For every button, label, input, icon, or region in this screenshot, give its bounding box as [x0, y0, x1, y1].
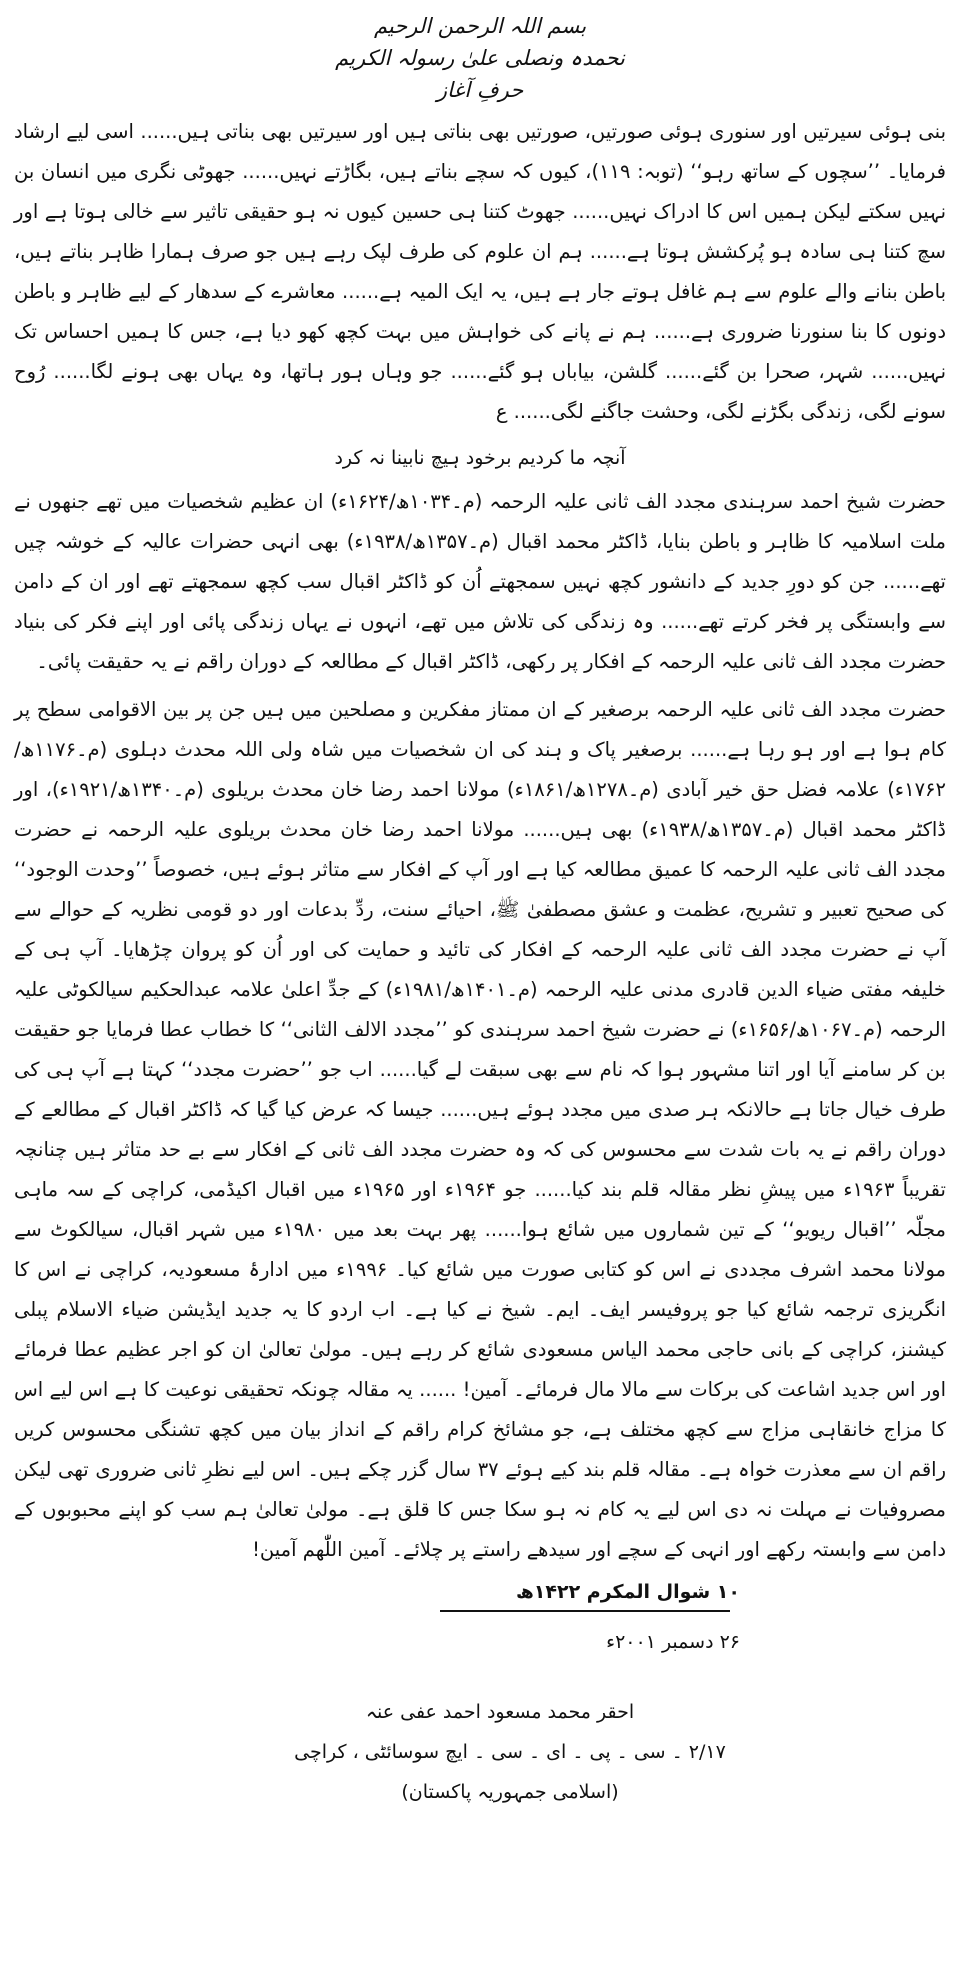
hijri-date: ۱۰ شوال المکرم ۱۴۲۲ھ	[515, 1581, 740, 1603]
paragraph-1: بنی ہوئی سیرتیں اور سنوری ہوئی صورتیں، صورتیں بھی بناتی ہیں اور سیرتیں بھی بناتی ہیں...... اسی لیے ارشاد فرمایا۔ ’’سچوں کے ساتھ رہو‘‘ (توبہ: ۱۱۹)، کیوں کہ سچے بناتے ہیں، بگاڑتے نہیں...... جھوٹی نگری میں انسان بن نہیں سکتے لیکن ہمیں اس کا ادراک نہیں...... جھوٹ کتنا ہی حسین کیوں نہ ہو حقیقی تاثیر سے خالی ہوتا ہے اور سچ کتنا ہی سادہ ہو پُرکشش ہوتا ہے...... ہم ان علوم کی طرف لپک رہے ہیں جو صرف ہمارا ظاہر بناتے ہیں، باطن بنانے والے علوم سے ہم غافل ہوتے جار ہے ہیں، یہ ایک المیہ ہے...... معاشرے کے سدھار کے لیے ظاہر و باطن دونوں کا بنا سنورنا ضروری ہے...... ہم نے پانے کی خواہش میں بہت کچھ کھو دیا ہے، جس کا ہمیں احساس تک نہیں...... شہر، صحرا بن گئے...... گلشن، بیاباں ہو گئے...... جو وہاں ہور ہاتھا، وہ یہاں بھی ہونے لگا...... رُوح سونے لگی، زندگی بگڑنے لگی، وحشت جاگنے لگی...... ع	[14, 120, 946, 423]
page-title: حرفِ آغاز	[436, 78, 524, 102]
persian-quote: آنچہ ما کردیم برخود ہیچ نابینا نہ کرد	[334, 447, 626, 469]
date-underline-wrap	[10, 1610, 950, 1612]
author-country: (اسلامی جمہوریہ پاکستان)	[401, 1781, 619, 1803]
author-address: ۲/۱۷ ۔ سی ۔ پی ۔ ای ۔ سی ۔ ایچ سوسائٹی ، کراچی	[294, 1741, 726, 1763]
bismillah: بسم اللہ الرحمن الرحیم	[373, 14, 587, 38]
signature-block	[10, 1692, 950, 1812]
intro-body	[14, 112, 946, 432]
date-underline	[440, 1610, 730, 1612]
salutation: نحمدہ ونصلی علیٰ رسولہ الکریم	[335, 46, 625, 70]
author-name: احقر محمد مسعود احمد عفی عنہ	[365, 1701, 635, 1723]
paragraph-3: حضرت مجدد الف ثانی علیہ الرحمہ برصغیر کے ان ممتاز مفکرین و مصلحین میں ہیں جن پر بین الاقوامی سطح پر کام ہوا ہے اور ہو رہا ہے...... برصغیر پاک و ہند کی ان شخصیات میں شاہ ولی اللہ محدث دہلوی (م۔۱۱۷۶ھ/۱۷۶۲ء) علامہ فضل حق خیر آبادی (م۔۱۲۷۸ھ/۱۸۶۱ء) مولانا احمد رضا خان محدث بریلوی (م۔۱۳۴۰ھ/۱۹۲۱ء)، اور ڈاکٹر محمد اقبال (م۔۱۳۵۷ھ/۱۹۳۸ء) بھی ہیں...... مولانا احمد رضا خان محدث بریلوی علیہ الرحمہ نے حضرت مجدد الف ثانی علیہ الرحمہ کا عمیق مطالعہ کیا ہے اور آپ کے افکار سے متاثر ہوئے ہیں، خصوصاً ’’وحدت الوجود‘‘ کی صحیح تعبیر و تشریح، عظمت و عشق مصطفیٰ ﷺ، احیائے سنت، ردِّ بدعات اور دو قومی نظریہ کے حوالے سے آپ نے حضرت مجدد الف ثانی علیہ الرحمہ کے افکار کی تائید و حمایت کی اور اُن کو پروان چڑھایا۔ آپ ہی کے خلیفہ مفتی ضیاء الدین قادری مدنی علیہ الرحمہ (م۔۱۴۰۱ھ/۱۹۸۱ء) کے جدِّ اعلیٰ علامہ عبدالحکیم سیالکوٹی علیہ الرحمہ (م۔۱۰۶۷ھ/۱۶۵۶ء) نے حضرت شیخ احمد سرہندی کو ’’مجدد الالف الثانی‘‘ کا خطاب عطا فرمایا جو حقیقت بن کر سامنے آیا اور اتنا مشہور ہوا کہ نام سے بھی سبقت لے گیا...... اب جو ’’حضرت مجدد‘‘ کہتا ہے آپ ہی کی طرف خیال جاتا ہے حالانکہ ہر صدی میں مجدد ہوئے ہیں...... جیسا کہ عرض کیا گیا کہ ڈاکٹر اقبال کے مطالعے کے دوران راقم نے یہ بات شدت سے محسوس کی کہ وہ حضرت مجدد الف ثانی کے افکار سے بے حد متاثر ہیں چنانچہ تقریباً ۱۹۶۳ء میں پیشِ نظر مقالہ قلم بند کیا...... جو ۱۹۶۴ء اور ۱۹۶۵ء میں اقبال اکیڈمی، کراچی کے سہ ماہی مجلّہ ’’اقبال ریویو‘‘ کے تین شماروں میں شائع ہوا...... پھر بہت بعد میں ۱۹۸۰ء میں شہر اقبال، سیالکوٹ سے مولانا محمد اشرف مجددی نے اس کو کتابی صورت میں شائع کیا۔ ۱۹۹۶ء میں ادارۂ مسعودیہ، کراچی نے اس کا انگریزی ترجمہ شائع کیا جو پروفیسر ایف۔ ایم۔ شیخ نے کیا ہے۔ اب اردو کا یہ جدید ایڈیشن ضیاء الاسلام پبلی کیشنز، کراچی کے بانی حاجی محمد الیاس مسعودی شائع کر رہے ہیں۔ مولیٰ تعالیٰ ان کو اجر عظیم عطا فرمائے اور اس جدید اشاعت کی برکات سے مالا مال فرمائے۔ آمین! ...... یہ مقالہ چونکہ تحقیقی نوعیت کا ہے اس لیے اس کا مزاج خانقاہی مزاج سے کچھ مختلف ہے، جو مشائخ کرام راقم کے انداز بیان میں کچھ تشنگی محسوس کریں راقم ان سے معذرت خواہ ہے۔ مقالہ قلم بند کیے ہوئے ۳۷ سال گزر چکے ہیں۔ اس لیے نظرِ ثانی ضروری تھی لیکن مصروفیات نے مہلت نہ دی اس لیے یہ کام نہ ہو سکا جس کا قلق ہے۔ مولیٰ تعالیٰ ہم سب کو اپنے محبوبوں کے دامن سے وابستہ رکھے اور انہی کے سچے اور سیدھے راستے پر چلائے۔ آمین اللّٰھم آمین!	[14, 698, 946, 1561]
paragraph-2: حضرت شیخ احمد سرہندی مجدد الف ثانی علیہ الرحمہ (م۔۱۰۳۴ھ/۱۶۲۴ء) ان عظیم شخصیات میں تھے جنھوں نے ملت اسلامیہ کا ظاہر و باطن بنایا، ڈاکٹر محمد اقبال (م۔۱۳۵۷ھ/۱۹۳۸ء) بھی انہی حضرات عالیہ کے خوشہ چیں تھے...... جن کو دورِ جدید کے دانشور کچھ نہیں سمجھتے اُن کو ڈاکٹر اقبال سب کچھ سمجھتے تھے اور ان کے دامن سے وابستگی پر فخر کرتے تھے...... وہ زندگی کی تلاش میں تھے، انہوں نے یہاں زندگی پائی اور اپنے فکر کی بنیاد حضرت مجدد الف ثانی علیہ الرحمہ کے افکار پر رکھی، ڈاکٹر اقبال کے مطالعہ کے دوران راقم نے یہ حقیقت پائی۔	[14, 490, 946, 673]
gregorian-date: ۲۶ دسمبر ۲۰۰۱ء	[606, 1631, 740, 1653]
main-body	[14, 482, 946, 1570]
date-block	[10, 1574, 950, 1662]
